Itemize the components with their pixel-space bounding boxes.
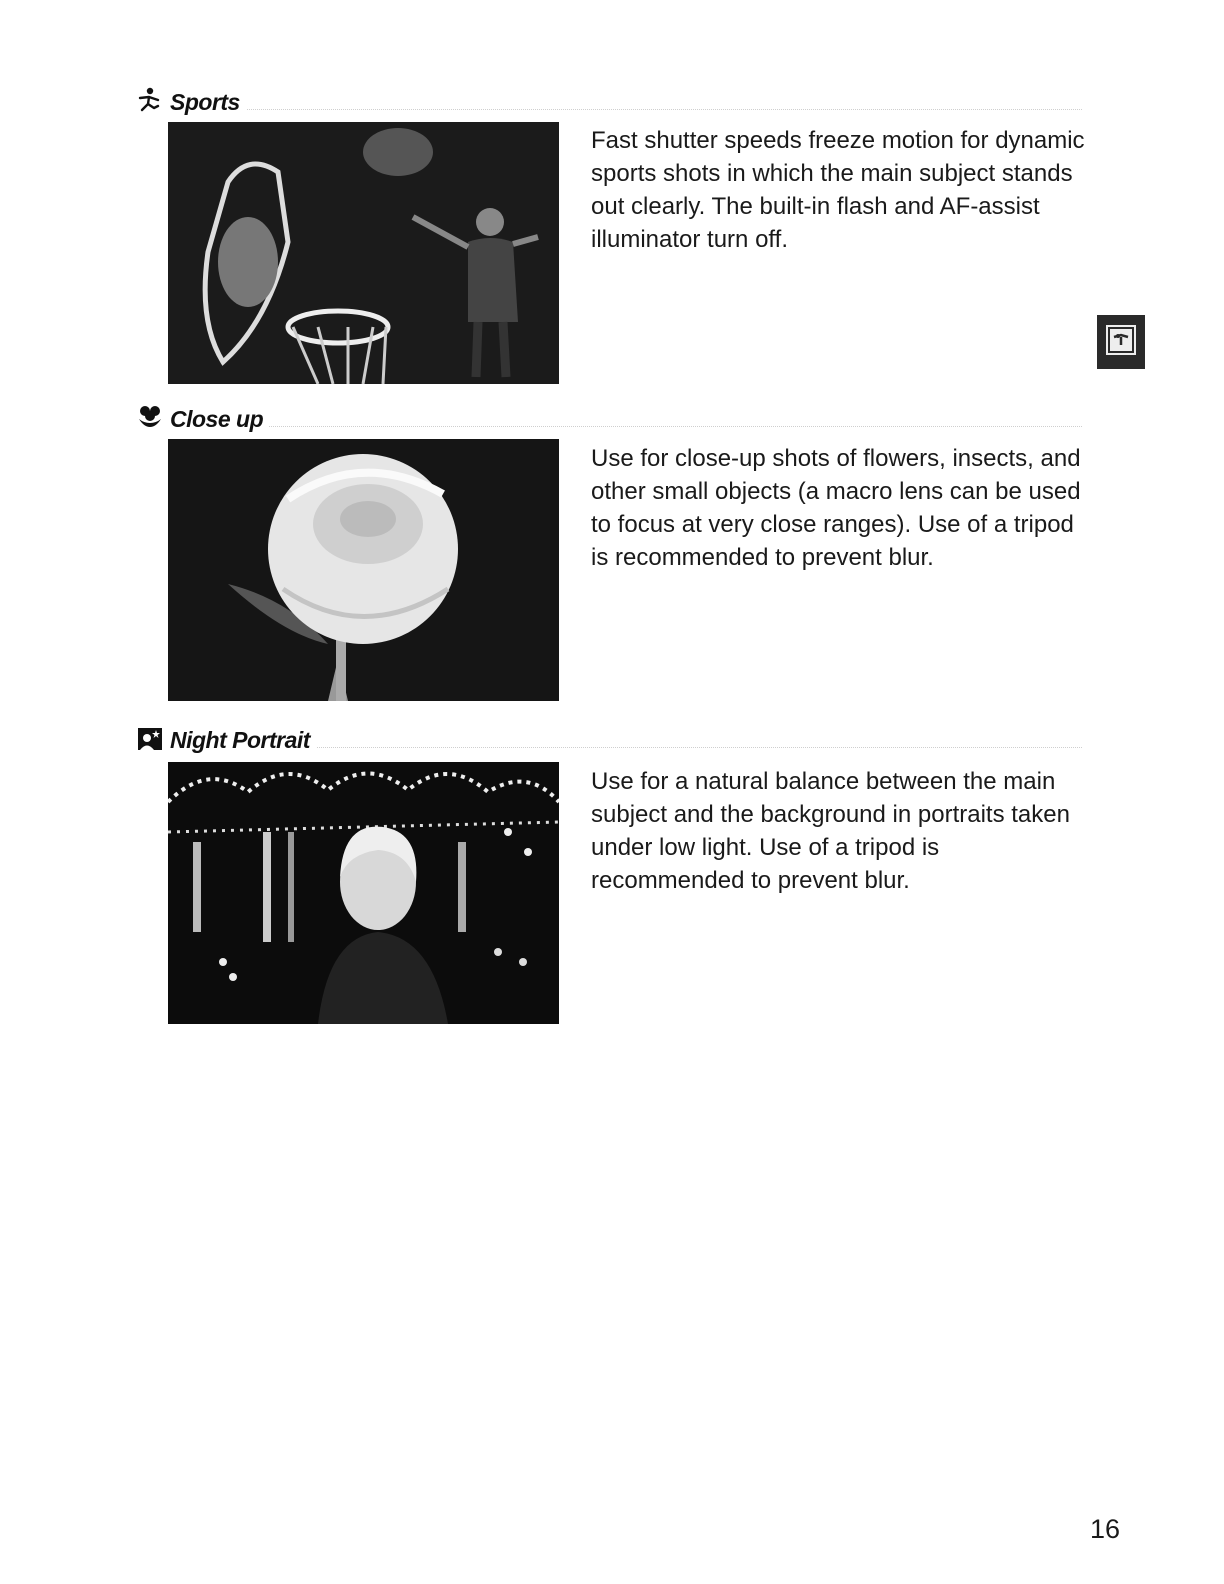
night-portrait-heading	[136, 718, 1082, 752]
heading-rule	[226, 747, 1082, 748]
page-number: 16	[1090, 1514, 1121, 1544]
shooting-tab-icon	[1106, 325, 1136, 360]
chapter-tab	[1097, 315, 1145, 369]
carousel-portrait-photo	[168, 762, 559, 1024]
night-portrait-icon	[136, 724, 164, 752]
rose-close-up-photo	[168, 439, 559, 701]
heading-rule	[226, 426, 1082, 427]
section-title: Sports	[170, 91, 246, 114]
sports-heading	[136, 80, 1082, 114]
sports-mode-icon	[136, 86, 164, 114]
section-title: Night Portrait	[170, 729, 316, 752]
section-description: Use for a natural balance between the main subject and the background in portraits taken under low light. Use of a tripod is recommended to prevent blur.	[591, 768, 1070, 894]
section-title: Close up	[170, 408, 269, 431]
basketball-player-photo	[168, 122, 559, 384]
close-up-flower-icon	[136, 403, 164, 431]
section-description: Fast shutter speeds freeze motion for dynamic sports shots in which the main subject stands out clearly. The built-in flash and AF-assist illuminator turn off.	[591, 127, 1085, 253]
section-description: Use for close-up shots of flowers, insects, and other small objects (a macro lens can be used to focus at very close ranges). Use of a tripod is recommended to prevent blur.	[591, 445, 1081, 571]
close-up-heading	[136, 397, 1082, 431]
heading-rule	[226, 109, 1082, 110]
